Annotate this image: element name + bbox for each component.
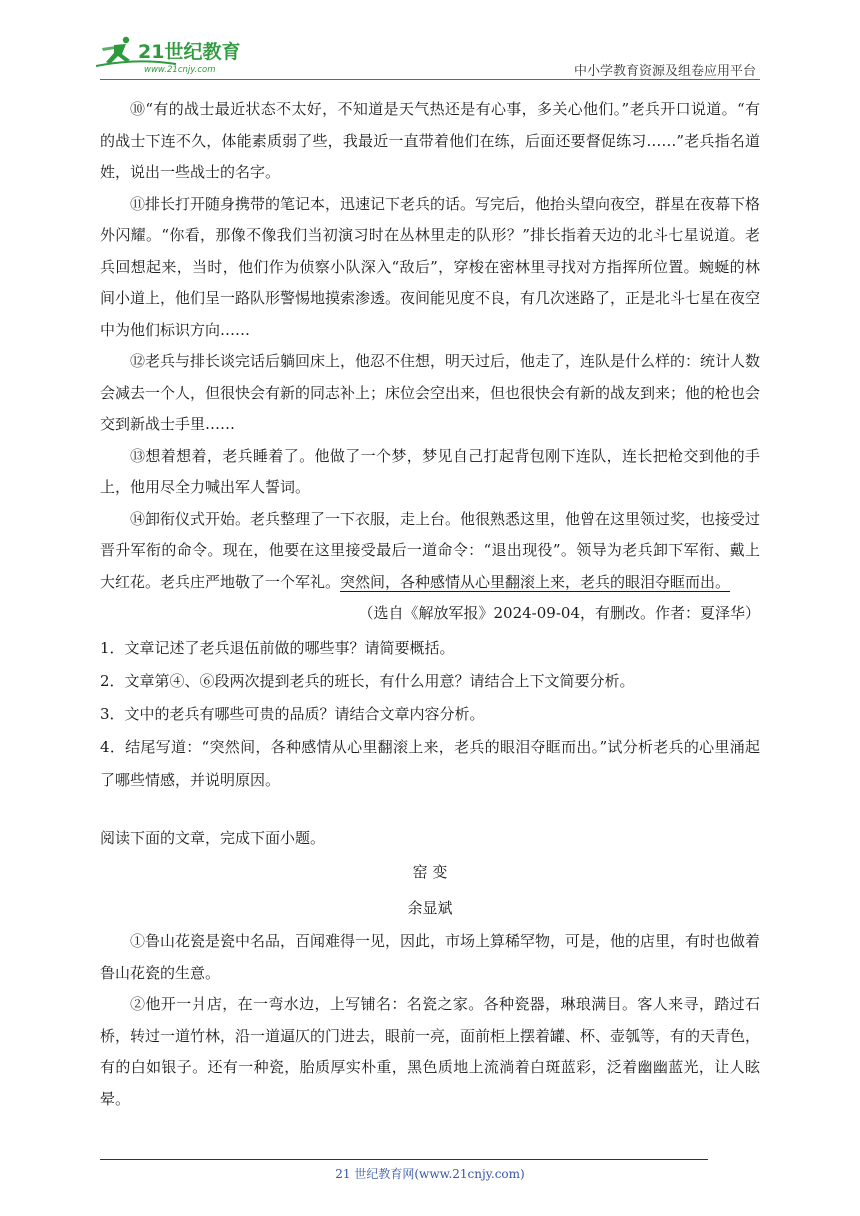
page-footer[interactable]: 21 世纪教育网(www.21cnjy.com) [335, 1167, 525, 1181]
paragraph-11: ⑪排长打开随身携带的笔记本，迅速记下老兵的话。写完后，他抬头望向夜空，群星在夜幕下格外闪耀。“你看，那像不像我们当初演习时在丛林里走的队形？”排长指着天边的北斗七星说道。老兵回想起来，当时，他们作为侦察小队深入“敌后”，穿梭在密林里寻找对方指挥所位置。蜿蜒的林间小道上，他们呈一路队形警惕地摸索渗透。夜间能见度不良，有几次迷路了，正是北斗七星在夜空中为他们标识方向…… [100, 194, 761, 339]
paragraph-13: ⑬想着想着，老兵睡着了。他做了一个梦，梦见自己打起背包刚下连队，连长把枪交到他的手上，他用尽全力喊出军人誓词。 [100, 446, 760, 496]
page-header [0, 0, 860, 80]
paragraph-12: ⑫老兵与排长谈完话后躺回床上，他忍不住想，明天过后，他走了，连队是什么样的：统计人数会减去一个人，但很快会有新的同志补上；床位会空出来，但也很快会有新的战友到来；他的枪也会交到新战士手里…… [100, 352, 761, 433]
section-gap [100, 797, 760, 823]
source-citation: （选自《解放军报》2024-09-04，有删改。作者：夏泽华） [358, 604, 760, 622]
paragraph-14 [100, 504, 760, 599]
logo-text: 21世纪教育 [138, 41, 241, 63]
article-paragraph-1: ①鲁山花瓷是瓷中名品，百闻难得一见，因此，市场上算稀罕物，可是，他的店里，有时也做着鲁山花瓷的生意。 [100, 932, 761, 982]
underlined-sentence: 突然间，各种感情从心里翻滚上来，老兵的眼泪夺眶而出。 [340, 572, 731, 591]
logo-url-text: www.21cnjy.com [144, 65, 216, 75]
question-4: 4．结尾写道：“突然间，各种感情从心里翻滚上来，老兵的眼泪夺眶而出。”试分析老兵的心里涌起了哪些情感，并说明原因。 [100, 737, 760, 789]
runner-icon [102, 37, 130, 64]
platform-name: 中小学教育资源及组卷应用平台 [573, 64, 756, 79]
question-2: 2．文章第④、⑥段两次提到老兵的班长，有什么用意？请结合上下文简要分析。 [100, 671, 635, 690]
footer-divider [100, 1159, 708, 1160]
article-paragraph-2: ②他开一爿店，在一弯水边，上写铺名：名瓷之家。各种瓷器，琳琅满目。客人来寻，踏过石桥，转过一道竹林，沿一道逼仄的门进去，眼前一亮，面前柜上摆着罐、杯、壶瓠等，有的天青色，有的白如银子。还有一种瓷，胎质厚实朴重，黑色质地上流淌着白斑蓝彩，泛着幽幽蓝光，让人眩晕。 [100, 995, 761, 1108]
paragraph-10: ⑩“有的战士最近状态不太好，不知道是天气热还是有心事，多关心他们。”老兵开口说道。“有的战士下连不久，体能素质弱了些，我最近一直带着他们在练，后面还要督促练习……”老兵指名道姓，说出一些战士的名字。 [100, 100, 760, 181]
paragraph-14-text: ⑭卸衔仪式开始。老兵整理了一下衣服，走上台。他很熟悉这里，他曾在这里领过奖，也接受过晋升军衔的命令。现在，他要在这里接受最后一道命令：“退出现役”。领导为老兵卸下军衔、戴上大红花。老兵庄严地敬了一个军礼。 [100, 509, 761, 591]
article-title: 窑 变 [412, 863, 448, 881]
article-author: 余显斌 [407, 899, 453, 917]
header-divider [100, 79, 760, 80]
reading-instruction: 阅读下面的文章，完成下面小题。 [100, 828, 326, 847]
question-1: 1．文章记述了老兵退伍前做的哪些事？请简要概括。 [100, 638, 455, 657]
site-logo[interactable] [96, 36, 266, 76]
question-3: 3．文中的老兵有哪些可贵的品质？请结合文章内容分析。 [100, 704, 485, 723]
document-body [100, 94, 760, 1115]
